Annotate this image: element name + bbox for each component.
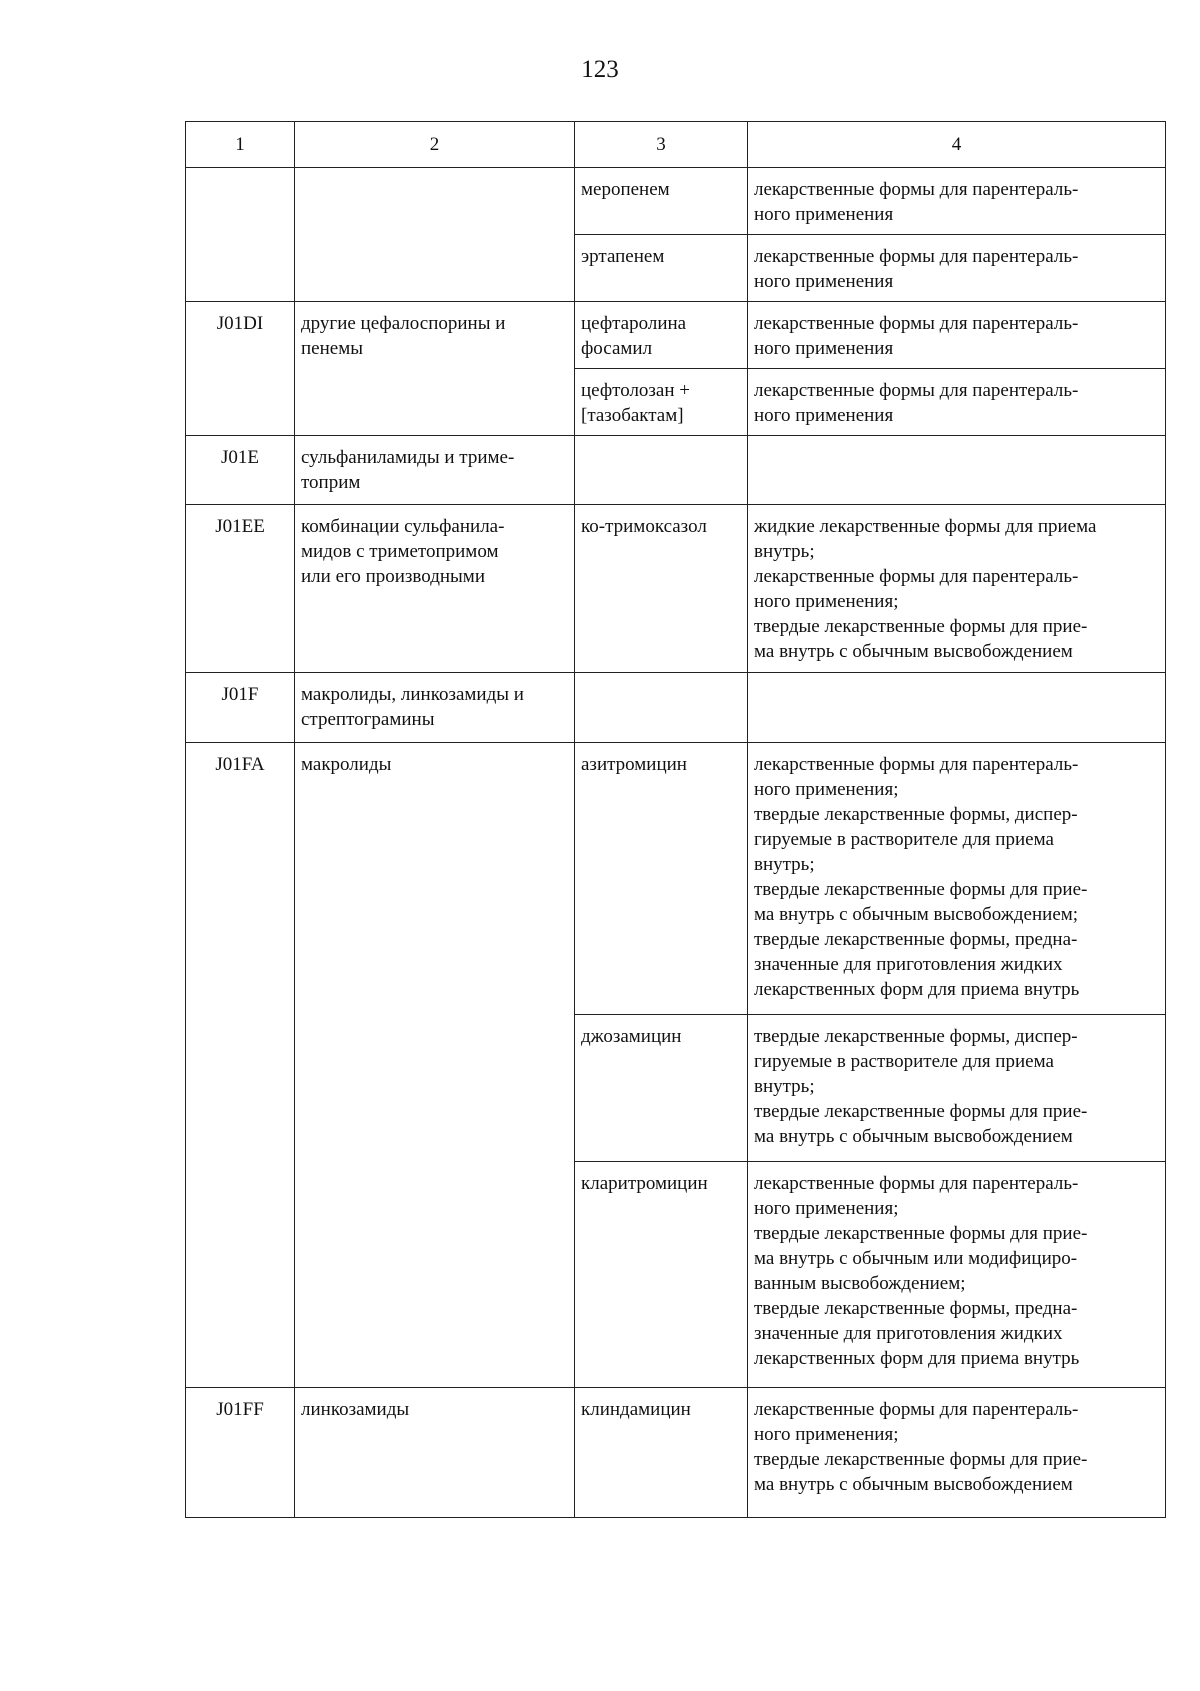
drug-name-cell [575, 436, 748, 505]
dosage-form-line: ма внутрь с обычным высвобождением [754, 1474, 1073, 1495]
dosage-form-line: ма внутрь с обычным высвобождением; [754, 904, 1079, 925]
dosage-form-line: твердые лекарственные формы, диспер- [754, 804, 1078, 825]
drug-name-cell [575, 369, 748, 436]
drug-name-line: фосамил [581, 338, 653, 359]
dosage-form-line: ного применения; [754, 1424, 899, 1445]
dosage-forms-cell [748, 743, 1166, 1015]
dosage-forms-cell [748, 168, 1166, 235]
dosage-forms-cell [748, 436, 1166, 505]
drug-name-cell [575, 673, 748, 743]
dosage-form-line: ного применения; [754, 1198, 899, 1219]
dosage-forms-cell [748, 302, 1166, 369]
drug-name-cell: ко-тримоксазол [575, 505, 748, 673]
dosage-form-line: ного применения; [754, 591, 899, 612]
group-name-cell [295, 168, 575, 302]
group-name-line: или его производными [301, 566, 485, 587]
dosage-form-line: ванным высвобождением; [754, 1273, 966, 1294]
dosage-form-line: ного применения; [754, 779, 899, 800]
group-name-cell: макролиды [295, 743, 575, 1388]
dosage-forms-cell [748, 673, 1166, 743]
drug-name-cell: джозамицин [575, 1015, 748, 1162]
group-name-line: макролиды, линкозамиды и [301, 684, 524, 705]
table-row [186, 436, 1166, 505]
dosage-form-line: твердые лекарственные формы для прие- [754, 1223, 1088, 1244]
dosage-forms-cell [748, 1162, 1166, 1388]
dosage-forms-cell [748, 1388, 1166, 1518]
table-row [186, 1388, 1166, 1518]
group-name-line: комбинации сульфанила- [301, 516, 505, 537]
dosage-form-line: лекарственные формы для парентераль- [754, 1399, 1079, 1420]
group-name-line: сульфаниламиды и тримe- [301, 447, 515, 468]
column-header-4: 4 [748, 122, 1166, 168]
column-header-3: 3 [575, 122, 748, 168]
dosage-form-line: значенные для приготовления жидких [754, 954, 1063, 975]
drug-name-line: [тазобактам] [581, 405, 684, 426]
dosage-form-line: ного применения [754, 405, 894, 426]
atc-code-cell: J01FF [186, 1388, 295, 1518]
dosage-form-line: гируемые в растворителе для приема [754, 829, 1054, 850]
dosage-form-line: внутрь; [754, 541, 815, 562]
dosage-forms-cell [748, 505, 1166, 673]
dosage-form-line: лекарственных форм для приема внутрь [754, 1348, 1080, 1369]
group-name-cell [295, 436, 575, 505]
group-name-cell [295, 505, 575, 673]
atc-code-cell: J01DI [186, 302, 295, 436]
dosage-form-line: лекарственные формы для парентераль- [754, 246, 1079, 267]
drug-name-cell: клиндамицин [575, 1388, 748, 1518]
atc-code-cell: J01FA [186, 743, 295, 1388]
group-name-cell [295, 673, 575, 743]
dosage-forms-cell [748, 1015, 1166, 1162]
group-name-line: другие цефалоспорины и [301, 313, 506, 334]
drug-name-cell: меропенем [575, 168, 748, 235]
dosage-form-line: ма внутрь с обычным высвобождением [754, 1126, 1073, 1147]
dosage-form-line: твердые лекарственные формы, диспер- [754, 1026, 1078, 1047]
dosage-form-line: твердые лекарственные формы для прие- [754, 1101, 1088, 1122]
dosage-form-line: твердые лекарственные формы, предна- [754, 1298, 1078, 1319]
group-name-cell [295, 302, 575, 436]
table-header-row [186, 122, 1166, 168]
drug-name-line: цефтолозан + [581, 380, 690, 401]
column-header-2: 2 [295, 122, 575, 168]
atc-code-cell: J01EE [186, 505, 295, 673]
atc-code-cell: J01F [186, 673, 295, 743]
drug-name-line: цефтаролина [581, 313, 687, 334]
dosage-form-line: внутрь; [754, 854, 815, 875]
dosage-form-line: твердые лекарственные формы для прие- [754, 616, 1088, 637]
drug-name-cell: кларитромицин [575, 1162, 748, 1388]
table-row [186, 743, 1166, 1015]
dosage-form-line: внутрь; [754, 1076, 815, 1097]
drug-name-cell [575, 302, 748, 369]
dosage-form-line: лекарственные формы для парентераль- [754, 313, 1079, 334]
group-name-line: топрим [301, 472, 361, 493]
dosage-form-line: лекарственные формы для парентераль- [754, 179, 1079, 200]
drug-name-cell: азитромицин [575, 743, 748, 1015]
dosage-form-line: лекарственные формы для парентераль- [754, 754, 1079, 775]
drug-table [185, 121, 1166, 1518]
page-number: 123 [581, 56, 619, 83]
atc-code-cell [186, 168, 295, 302]
dosage-form-line: лекарственных форм для приема внутрь [754, 979, 1080, 1000]
table-row [186, 302, 1166, 369]
table-row [186, 505, 1166, 673]
dosage-form-line: твердые лекарственные формы для прие- [754, 1449, 1088, 1470]
dosage-forms-cell [748, 235, 1166, 302]
dosage-form-line: твердые лекарственные формы для прие- [754, 879, 1088, 900]
dosage-form-line: ма внутрь с обычным высвобождением [754, 641, 1073, 662]
group-name-cell: линкозамиды [295, 1388, 575, 1518]
dosage-form-line: твердые лекарственные формы, предна- [754, 929, 1078, 950]
dosage-form-line: гируемые в растворителе для приема [754, 1051, 1054, 1072]
dosage-form-line: ного применения [754, 338, 894, 359]
dosage-form-line: лекарственные формы для парентераль- [754, 380, 1079, 401]
dosage-form-line: ного применения [754, 271, 894, 292]
atc-code-cell: J01E [186, 436, 295, 505]
dosage-form-line: лекарственные формы для парентераль- [754, 566, 1079, 587]
column-header-1: 1 [186, 122, 295, 168]
dosage-form-line: ма внутрь с обычным или модифициро- [754, 1248, 1078, 1269]
drug-name-cell: эртапенем [575, 235, 748, 302]
table-row [186, 168, 1166, 235]
dosage-form-line: лекарственные формы для парентераль- [754, 1173, 1079, 1194]
dosage-form-line: значенные для приготовления жидких [754, 1323, 1063, 1344]
dosage-forms-cell [748, 369, 1166, 436]
group-name-line: мидов с триметопримом [301, 541, 499, 562]
table-row [186, 673, 1166, 743]
group-name-line: стрептограмины [301, 709, 435, 730]
dosage-form-line: жидкие лекарственные формы для приема [754, 516, 1097, 537]
dosage-form-line: ного применения [754, 204, 894, 225]
group-name-line: пенемы [301, 338, 363, 359]
